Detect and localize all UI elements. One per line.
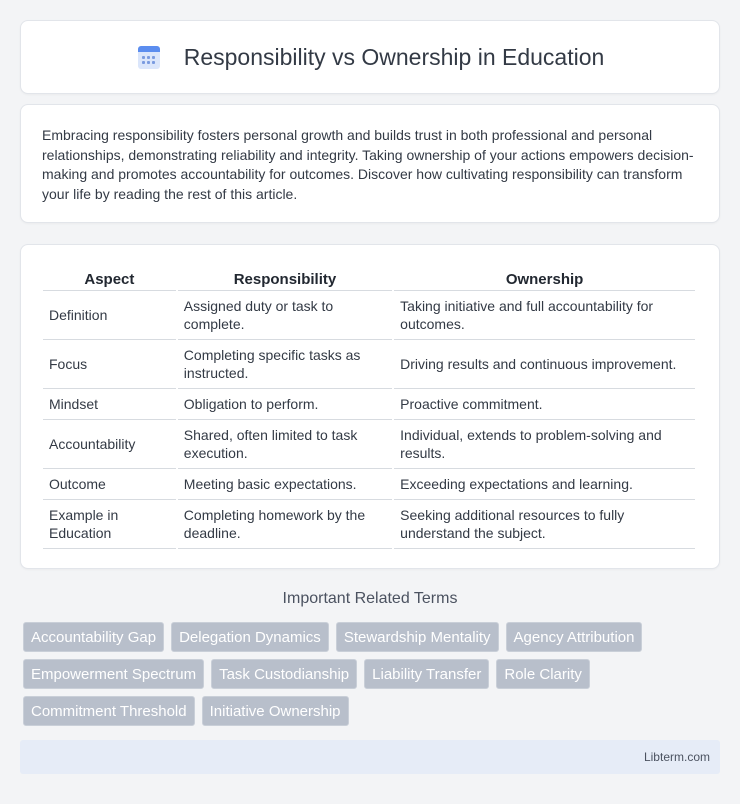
document-grid-icon xyxy=(136,44,162,70)
table-row xyxy=(43,291,695,340)
related-term-tag[interactable]: Agency Attribution xyxy=(506,622,643,652)
cell-ownership: Driving results and continuous improvement. xyxy=(394,340,695,389)
header-ownership: Ownership xyxy=(394,265,695,291)
page-title: Responsibility vs Ownership in Education xyxy=(183,43,605,70)
cell-aspect: Example in Education xyxy=(43,500,176,549)
header-responsibility: Responsibility xyxy=(178,265,392,291)
cell-responsibility: Obligation to perform. xyxy=(178,389,392,420)
footer xyxy=(20,740,720,774)
cell-aspect: Accountability xyxy=(43,420,176,469)
related-term-tag[interactable]: Accountability Gap xyxy=(23,622,164,652)
table-row xyxy=(43,469,695,500)
cell-aspect: Outcome xyxy=(43,469,176,500)
related-term-tag[interactable]: Role Clarity xyxy=(496,659,590,689)
footer-site-link[interactable]: Libterm.com xyxy=(643,750,710,764)
cell-ownership: Exceeding expectations and learning. xyxy=(394,469,695,500)
cell-ownership: Proactive commitment. xyxy=(394,389,695,420)
cell-ownership: Seeking additional resources to fully understand the subject. xyxy=(394,500,695,549)
table-row xyxy=(43,500,695,549)
comparison-card xyxy=(20,244,720,569)
cell-aspect: Mindset xyxy=(43,389,176,420)
cell-aspect: Definition xyxy=(43,291,176,340)
table-row xyxy=(43,389,695,420)
cell-responsibility: Assigned duty or task to complete. xyxy=(178,291,392,340)
table-row xyxy=(43,420,695,469)
related-term-tag[interactable]: Stewardship Mentality xyxy=(336,622,499,652)
related-term-tag[interactable]: Liability Transfer xyxy=(364,659,489,689)
intro-paragraph: Embracing responsibility fosters personal growth and builds trust in both professional and personal relationships, demonstrating reliability and integrity. Taking ownership of your actions empowers decision-making and promotes accountability for outcomes. Discover how cultivating responsibility can transform your life by reading the rest of this article. xyxy=(42,127,694,202)
related-term-tag[interactable]: Empowerment Spectrum xyxy=(23,659,204,689)
intro-card xyxy=(20,104,720,223)
related-term-tag[interactable]: Task Custodianship xyxy=(211,659,357,689)
related-term-tag[interactable]: Commitment Threshold xyxy=(23,696,195,726)
comparison-table xyxy=(41,265,697,549)
related-term-tag[interactable]: Delegation Dynamics xyxy=(171,622,329,652)
cell-aspect: Focus xyxy=(43,340,176,389)
cell-responsibility: Meeting basic expectations. xyxy=(178,469,392,500)
header-aspect: Aspect xyxy=(43,265,176,291)
cell-ownership: Taking initiative and full accountability for outcomes. xyxy=(394,291,695,340)
related-term-tag[interactable]: Initiative Ownership xyxy=(202,696,349,726)
related-terms-title: Important Related Terms xyxy=(282,590,458,607)
header-card xyxy=(20,20,720,94)
cell-ownership: Individual, extends to problem-solving and results. xyxy=(394,420,695,469)
cell-responsibility: Completing specific tasks as instructed. xyxy=(178,340,392,389)
cell-responsibility: Completing homework by the deadline. xyxy=(178,500,392,549)
table-header-row xyxy=(43,265,695,291)
table-row xyxy=(43,340,695,389)
related-terms-list xyxy=(23,622,723,726)
cell-responsibility: Shared, often limited to task execution. xyxy=(178,420,392,469)
